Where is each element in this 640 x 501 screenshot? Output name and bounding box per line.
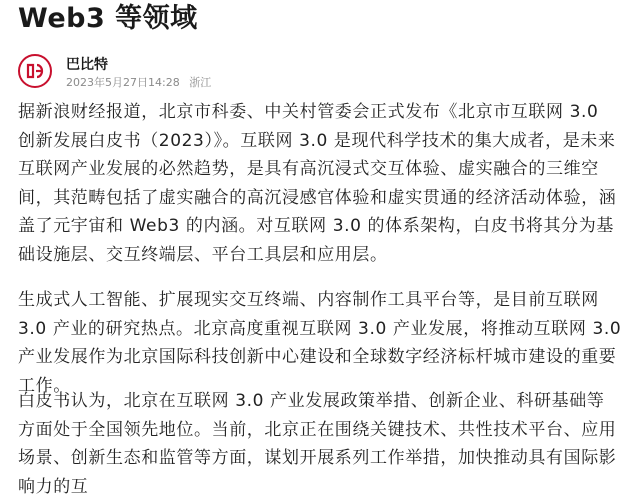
author-row: [18, 52, 618, 92]
article-title: Web3 等领域: [18, 3, 198, 34]
post-location: 浙江: [189, 76, 212, 89]
babit-logo-icon: [25, 61, 45, 81]
avatar[interactable]: [18, 54, 52, 88]
article-paragraph-2: 生成式人工智能、扩展现实交互终端、内容制作工具平台等，是目前互联网 3.0 产业的研究热点。北京高度重视互联网 3.0 产业发展，将推动互联网 3.0 产业发展作为北京国际科技创新中心建设和全球数字经济标杆城市建设的重要工作。: [18, 290, 622, 396]
author-name[interactable]: 巴比特: [66, 57, 108, 73]
article-paragraph-3: 白皮书认为，北京在互联网 3.0 产业发展政策举措、创新企业、科研基础等方面处于全国领先地位。当前，北京正在围绕关键技术、共性技术平台、应用场景、创新生态和监管等方面，谋划开展系列工作举措，加快推动具有国际影响力的互: [18, 391, 617, 497]
post-timestamp: 2023年5月27日14:28: [66, 76, 180, 89]
post-meta: [66, 74, 217, 90]
article-paragraph-1: 据新浪财经报道，北京市科委、中关村管委会正式发布《北京市互联网 3.0 创新发展白皮书（2023）》。互联网 3.0 是现代科学技术的集大成者，是未来互联网产业发展的必然趋势，是具有高沉浸式交互体验、虚实融合的三维空间，其范畴包括了虚实融合的高沉浸感官体验和虚实贯通的经济活动体验，涵盖了元宇宙和 Web3 的内涵。对互联网 3.0 的体系架构，白皮书将其分为基础设施层、交互终端层、平台工具层和应用层。: [18, 102, 617, 265]
